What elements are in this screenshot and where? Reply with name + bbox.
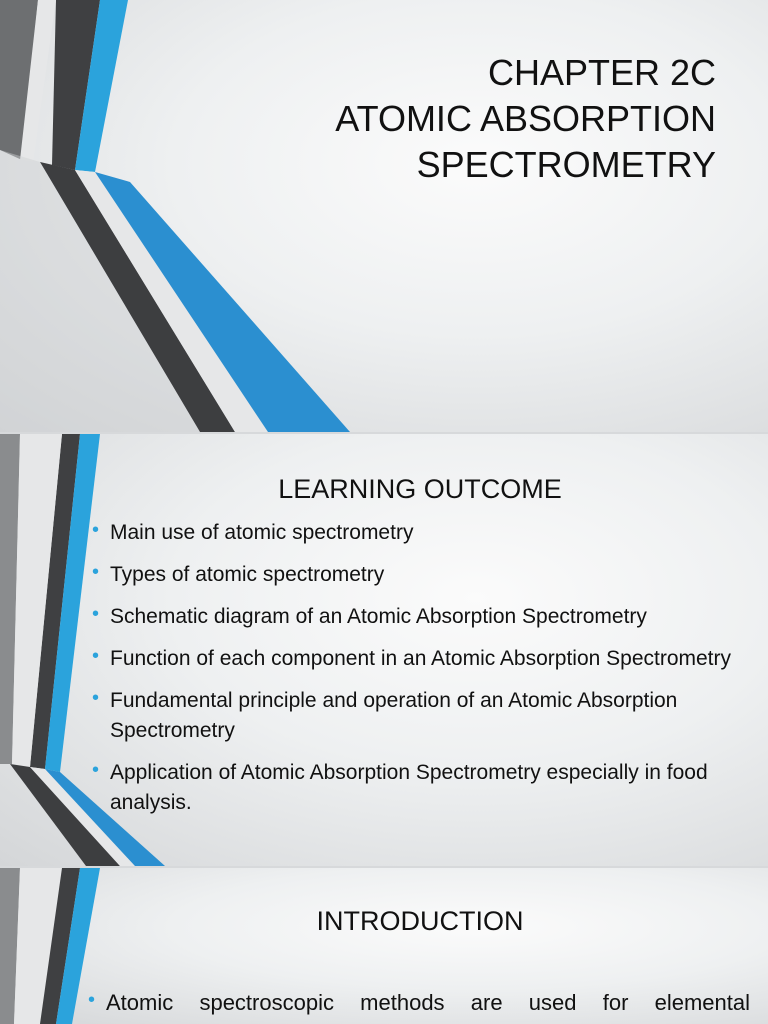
title-line-1: CHAPTER 2C	[487, 52, 716, 93]
list-item: • Types of atomic spectrometry	[92, 560, 768, 590]
list-item: • Application of Atomic Absorption Spectrometry especially in food analysis.	[92, 758, 768, 818]
list-item: • Main use of atomic spectrometry	[92, 518, 768, 548]
introduction-list	[88, 988, 750, 1024]
bullet-dot-icon: •	[92, 561, 100, 583]
list-item: • Atomic spectroscopic methods are used for elemental	[88, 988, 750, 1018]
bullet-dot-icon: •	[92, 759, 100, 781]
slide-title	[0, 0, 768, 432]
list-item: • Schematic diagram of an Atomic Absorption Spectrometry	[92, 602, 768, 632]
section-heading: LEARNING OUTCOME	[278, 474, 562, 504]
bullet-dot-icon: •	[88, 989, 96, 1011]
title-line-2: ATOMIC ABSORPTION	[335, 98, 716, 139]
slide-introduction	[0, 868, 768, 1024]
bullet-dot-icon: •	[92, 519, 100, 541]
section-heading: INTRODUCTION	[316, 906, 524, 936]
title-line-3: SPECTROMETRY	[416, 144, 716, 185]
slide-learning-outcome	[0, 434, 768, 866]
bullet-dot-icon: •	[92, 687, 100, 709]
bullet-dot-icon: •	[92, 603, 100, 625]
list-item: • Fundamental principle and operation of an Atomic Absorption Spectrometry	[92, 686, 768, 746]
list-item: • Function of each component in an Atomic Absorption Spectrometry	[92, 644, 768, 674]
bullet-dot-icon: •	[92, 645, 100, 667]
learning-outcome-list	[92, 518, 768, 830]
slide-title-text	[335, 50, 716, 188]
